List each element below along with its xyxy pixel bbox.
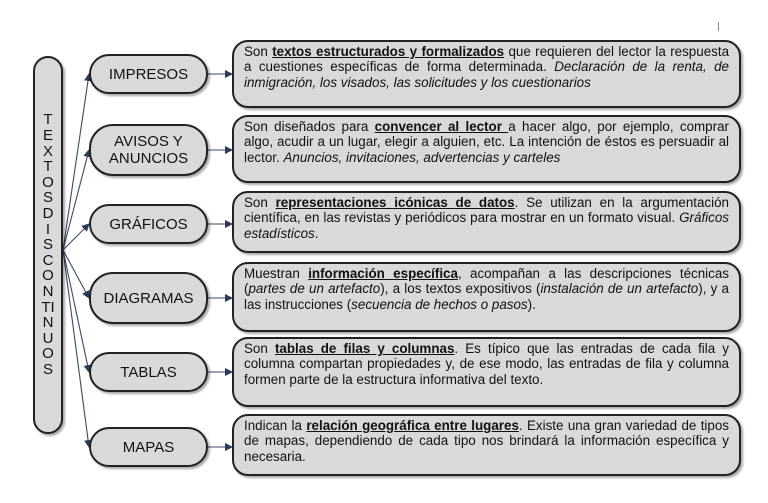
category-impresos	[89, 54, 208, 94]
description-graficos	[232, 191, 741, 253]
desc-text: Son	[244, 44, 273, 59]
desc-text: que requieren del lector la respuesta a cuestiones específicas de forma determinada.	[244, 44, 730, 75]
desc-text: Son	[244, 341, 275, 356]
desc-keyword: información específica	[308, 266, 458, 281]
fan-arrow-graficos	[63, 224, 89, 250]
vertical-label: TEXTOS DISCONTINUOS	[41, 111, 55, 378]
desc-examples: Gráficos estadísticos	[244, 210, 729, 241]
desc-text: ), a los textos expositivos (	[380, 281, 541, 297]
fan-arrow-mapas	[63, 250, 89, 447]
desc-examples: Anuncios, invitaciones, advertencias y carteles	[283, 149, 561, 165]
fan-arrow-impresos	[63, 74, 89, 250]
category-tablas	[89, 352, 208, 392]
desc-keyword: convencer al lector	[374, 119, 509, 134]
fan-arrow-tablas	[63, 250, 89, 372]
desc-text: Muestran	[244, 266, 309, 281]
category-tablas-label: TABLAS	[120, 363, 177, 381]
description-diagramas	[232, 262, 741, 332]
category-impresos-label: IMPRESOS	[108, 65, 189, 83]
desc-text: . Es típico que las entradas de cada fila y columna compartan propiedades y, de ese modo, las entradas de fila y columna formen parte de la estructura informativa del texto.	[244, 341, 729, 387]
desc-text: . Se utilizan en la argumentación científica, en las revistas y periódicos para mostrar en un formato visual.	[244, 195, 729, 226]
description-avisos-y-anuncios	[232, 115, 741, 183]
category-diagramas-label: DIAGRAMAS	[103, 289, 194, 307]
vertical-label-box	[33, 56, 63, 434]
category-mapas-label: MAPAS	[122, 438, 175, 456]
desc-keyword: relación geográfica entre lugares	[306, 418, 519, 433]
desc-examples: partes de un artefacto	[248, 281, 381, 297]
category-diagramas	[89, 272, 208, 324]
desc-text: ), y a las instrucciones (	[244, 281, 730, 312]
category-graficos	[89, 204, 208, 244]
desc-text: Son	[244, 195, 276, 210]
desc-text: a hacer algo, por ejemplo, comprar algo, acudir a un lugar, elegir a alguien, etc. La intención de éstos es persuadir al lector.	[244, 119, 729, 165]
fan-arrow-diagramas	[63, 250, 89, 298]
description-mapas	[232, 414, 741, 476]
description-impresos	[232, 40, 741, 108]
category-avisos-label: AVISOS Y ANUNCIOS	[108, 133, 189, 167]
category-graficos-label: GRÁFICOS	[109, 215, 188, 233]
corner-tick-mark	[718, 22, 719, 31]
fan-arrow-avisos	[63, 150, 89, 250]
desc-keyword: representaciones icónicas de datos	[275, 195, 515, 210]
desc-text: Indican la	[244, 418, 307, 433]
desc-text: . Existe una gran variedad de tipos de mapas, dependiendo de cada tipo nos brindará la información específica y necesaria.	[244, 418, 729, 464]
desc-keyword: tablas de filas y columnas	[274, 341, 455, 356]
desc-examples: instalación de un artefacto	[540, 281, 699, 297]
desc-text: Son diseñados para	[244, 119, 375, 134]
desc-keyword: textos estructurados y formalizados	[272, 44, 505, 59]
desc-examples: Declaración de la renta, de inmigración, los visados, las solicitudes y los cuestionarios	[244, 59, 729, 90]
category-avisos-y-anuncios	[89, 124, 208, 176]
desc-text: ).	[527, 296, 536, 312]
category-mapas	[89, 427, 208, 467]
desc-examples: secuencia de hechos o pasos	[351, 296, 528, 312]
description-tablas	[232, 337, 741, 407]
desc-text: .	[314, 225, 319, 241]
desc-text: , acompañan a las descripciones técnicas (	[244, 266, 729, 297]
